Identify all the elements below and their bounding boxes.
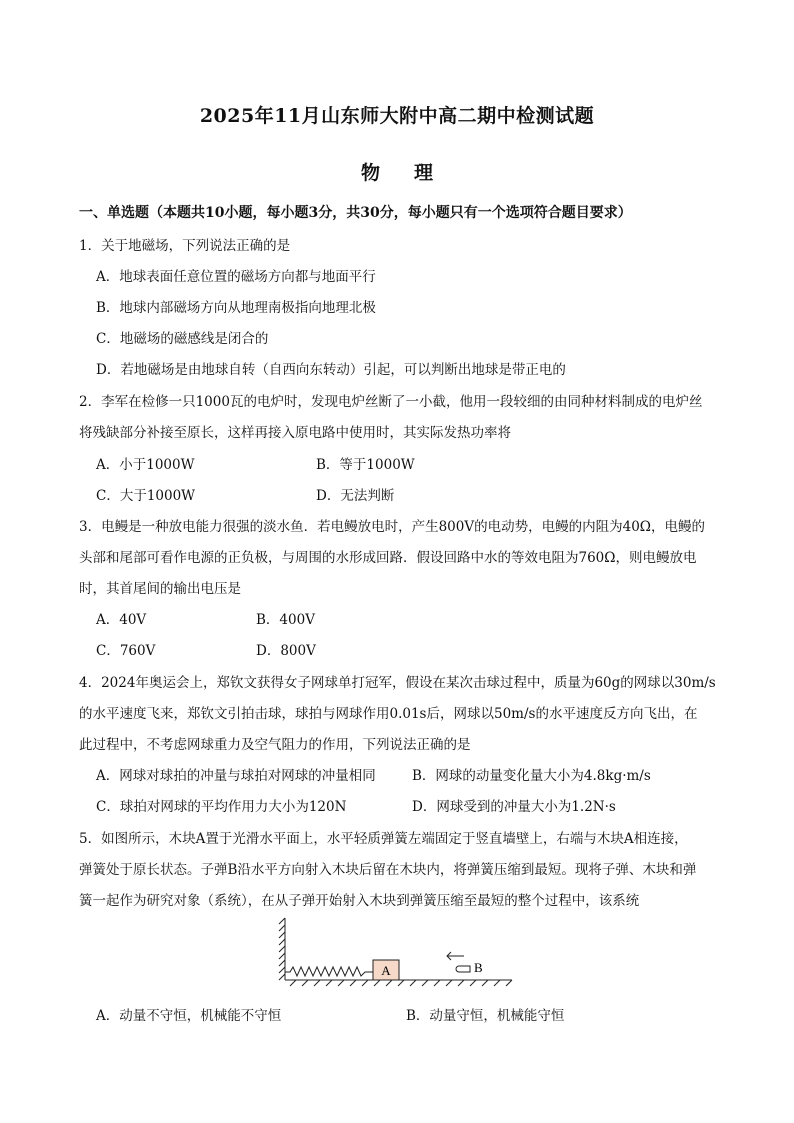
subject-title (0, 158, 794, 185)
question-1-stem: 1．关于地磁场，下列说法正确的是 (79, 238, 291, 254)
question-4-stem-line-3: 此过程中，不考虑网球重力及空气阻力的作用，下列说法正确的是 (79, 737, 471, 753)
question-4-option-d: D．网球受到的冲量大小为1.2N·s (412, 799, 616, 815)
spring (285, 967, 373, 976)
question-4-option-c: C．球拍对网球的平均作用力大小为120N (96, 799, 347, 815)
spring-block-figure (276, 914, 526, 994)
question-4-option-a: A．网球对球拍的冲量与球拍对网球的冲量相同 (96, 768, 376, 784)
question-4-stem-line-1: 4．2024年奥运会上，郑钦文获得女子网球单打冠军，假设在某次击球过程中，质量为60g的网球以30m/s (79, 675, 716, 691)
question-2-option-a: A．小于1000W (96, 457, 195, 473)
bullet-b-label: B (474, 960, 483, 975)
question-2-stem-line-1: 2．李军在检修一只1000瓦的电炉时，发现电炉丝断了一小截，他用一段较细的由同种材料制成的电炉丝 (79, 394, 703, 410)
question-5-stem-line-3: 簧一起作为研究对象（系统），在从子弹开始射入木块到弹簧压缩至最短的整个过程中，该系统 (79, 893, 640, 909)
question-1-option-c: C．地磁场的磁感线是闭合的 (96, 331, 269, 347)
block-a-label: A (381, 963, 391, 978)
question-2-option-d: D．无法判断 (316, 488, 395, 504)
question-1-option-a: A．地球表面任意位置的磁场方向都与地面平行 (96, 269, 376, 285)
question-3-option-b: B．400V (256, 612, 315, 628)
question-5-option-b: B．动量守恒，机械能守恒 (406, 1008, 565, 1024)
question-1-option-b: B．地球内部磁场方向从地理南极指向地理北极 (96, 300, 376, 316)
question-4-stem-line-2: 的水平速度飞来，郑钦文引拍击球，球拍与网球作用0.01s后，网球以50m/s的水平速度反方向飞出，在 (79, 706, 698, 722)
question-5-stem-line-2: 弹簧处于原长状态。子弹B沿水平方向射入木块后留在木块内，将弹簧压缩到最短。现将子弹、木块和弹 (79, 862, 697, 878)
question-2-option-b: B．等于1000W (316, 457, 415, 473)
subject-char-2: 理 (414, 162, 434, 184)
question-2-stem-line-2: 将残缺部分补接至原长，这样再接入原电路中使用时，其实际发热功率将 (79, 425, 511, 441)
subject-char-1: 物 (360, 162, 380, 184)
question-2-option-c: C．大于1000W (96, 488, 196, 504)
question-4-option-b: B．网球的动量变化量大小为4.8kg·m/s (412, 768, 651, 784)
question-3-stem-line-1: 3．电鳗是一种放电能力很强的淡水鱼．若电鳗放电时，产生800V的电动势，电鳗的内阻为40Ω，电鳗的 (79, 519, 705, 535)
question-3-option-a: A．40V (96, 612, 147, 628)
question-3-stem-line-3: 时，其首尾间的输出电压是 (79, 581, 241, 597)
question-5-option-a: A．动量不守恒，机械能不守恒 (96, 1008, 282, 1024)
question-3-option-c: C．760V (96, 643, 156, 659)
question-3-option-d: D．800V (256, 643, 316, 659)
page-title: 2025年11月山东师大附中高二期中检测试题 (199, 105, 595, 127)
wall (279, 918, 285, 980)
question-5-stem-line-1: 5．如图所示，木块A置于光滑水平面上，水平轻质弹簧左端固定于竖直墙壁上，右端与木块A相连接， (79, 831, 688, 847)
section-heading: 一、单选题（本题共10小题，每小题3分，共30分，每小题只有一个选项符合题目要求） (79, 205, 632, 221)
floor (285, 980, 512, 986)
question-3-stem-line-2: 头部和尾部可看作电源的正负极，与周围的水形成回路．假设回路中水的等效电阻为760Ω，则电鳗放电 (79, 550, 697, 566)
question-1-option-d: D．若地磁场是由地球自转（自西向东转动）引起，可以判断出地球是带正电的 (96, 362, 566, 378)
bullet-b (447, 952, 470, 972)
